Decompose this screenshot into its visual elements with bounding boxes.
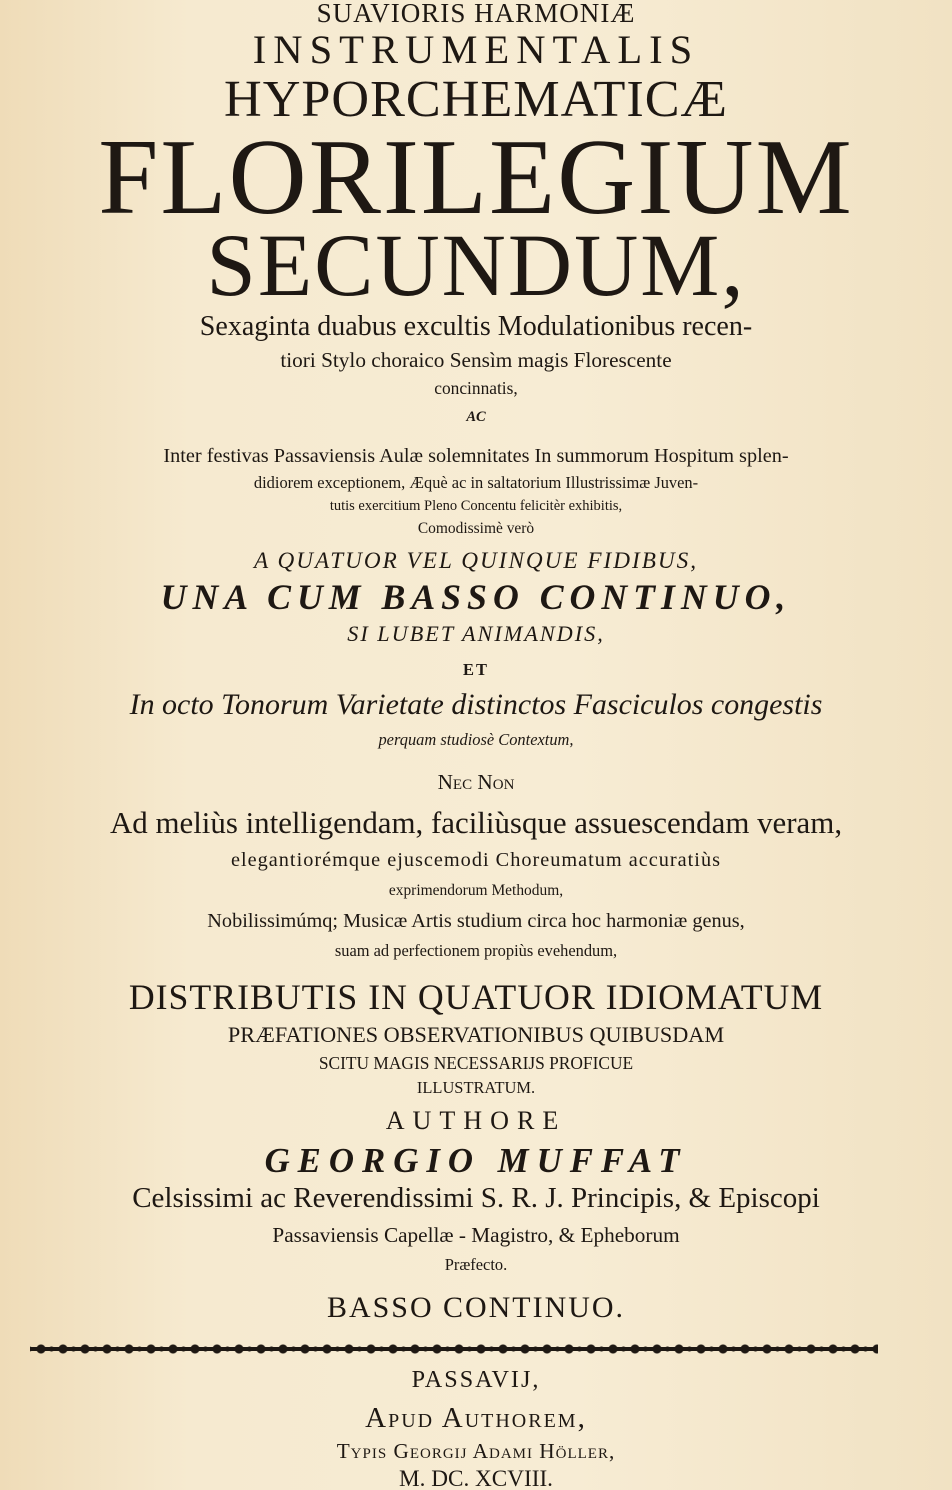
line-a-quatuor: A QUATUOR VEL QUINQUE FIDIBUS, (253, 548, 699, 574)
line-georgio-muffat: GEORGIO MUFFAT (264, 1141, 688, 1180)
line-si-lubet: SI LUBET ANIMANDIS, (347, 621, 605, 646)
line-hyporchematicae: HYPORCHEMATICÆ (224, 71, 728, 128)
line-scitu: SCITU MAGIS NECESSARIJS PROFICUE (318, 1054, 634, 1073)
line-passaviensis: Passaviensis Capellæ - Magistro, & Epheborum (272, 1223, 680, 1247)
line-inter-festivas: Inter festivas Passaviensis Aulæ solemnitates In summorum Hospitum splen- (163, 445, 789, 467)
line-et: ET (463, 660, 489, 679)
line-nobilissimum: Nobilissimúmq; Musicæ Artis studium circa hoc harmoniæ genus, (207, 910, 745, 932)
line-suam: suam ad perfectionem propiùs evehendum, (334, 941, 618, 960)
line-una-cum: UNA CUM BASSO CONTINUO, (160, 577, 792, 617)
line-secundum: SECUNDUM, (206, 217, 746, 315)
line-comodissime: Comodissimè verò (417, 520, 535, 537)
line-florilegium: FLORILEGIUM (98, 118, 854, 237)
line-typis: Typis Georgij Adami Höller, (336, 1439, 616, 1463)
line-suavioris: SUAVIORIS HARMONIÆ (316, 0, 636, 28)
line-distributis: DISTRIBUTIS IN QUATUOR IDIOMATUM (128, 977, 824, 1017)
line-basso-continuo: BASSO CONTINUO. (327, 1291, 625, 1324)
line-instrumentalis: INSTRUMENTALIS (252, 27, 700, 72)
line-praefationes: PRÆFATIONES OBSERVATIONIBUS QUIBUSDAM (227, 1022, 725, 1047)
line-nec-non: Nec Non (437, 770, 515, 794)
line-passavij: PASSAVIJ, (411, 1366, 541, 1393)
line-tutis: tutis exercitium Pleno Concentu felicitèr exhibitis, (329, 498, 623, 514)
line-praefecto: Præfecto. (444, 1255, 508, 1274)
line-in-octo: In octo Tonorum Varietate distinctos Fasciculos congestis (129, 688, 823, 721)
line-celsissimi: Celsissimi ac Reverendissimi S. R. J. Principis, & Episcopi (132, 1182, 820, 1214)
line-date: M. DC. XCVIII. (399, 1466, 553, 1490)
line-ad-melius: Ad meliùs intelligendam, faciliùsque assuescendam veram, (109, 805, 843, 840)
line-tiori: tiori Stylo choraico Sensìm magis Florescente (280, 348, 672, 372)
line-sexaginta: Sexaginta duabus excultis Modulationibus recen- (199, 311, 753, 342)
ornament-rule-icon (30, 1338, 878, 1360)
line-exprimendorum: exprimendorum Methodum, (388, 882, 564, 899)
line-didiorem: didiorem exceptionem, Æquè ac in saltatorium Illustrissimæ Juven- (253, 473, 699, 492)
line-illustratum: ILLUSTRATUM. (416, 1078, 536, 1097)
line-authore: AUTHORE (385, 1106, 567, 1135)
line-elegantiorem: elegantiorémque ejuscemodi Choreumatum accuratiùs (231, 849, 721, 871)
line-apud-authorem: Apud Authorem, (365, 1402, 587, 1434)
line-perquam: perquam studiosè Contextum, (378, 730, 574, 749)
line-concinnatis: concinnatis, (434, 379, 518, 398)
line-ac: AC (466, 409, 486, 425)
